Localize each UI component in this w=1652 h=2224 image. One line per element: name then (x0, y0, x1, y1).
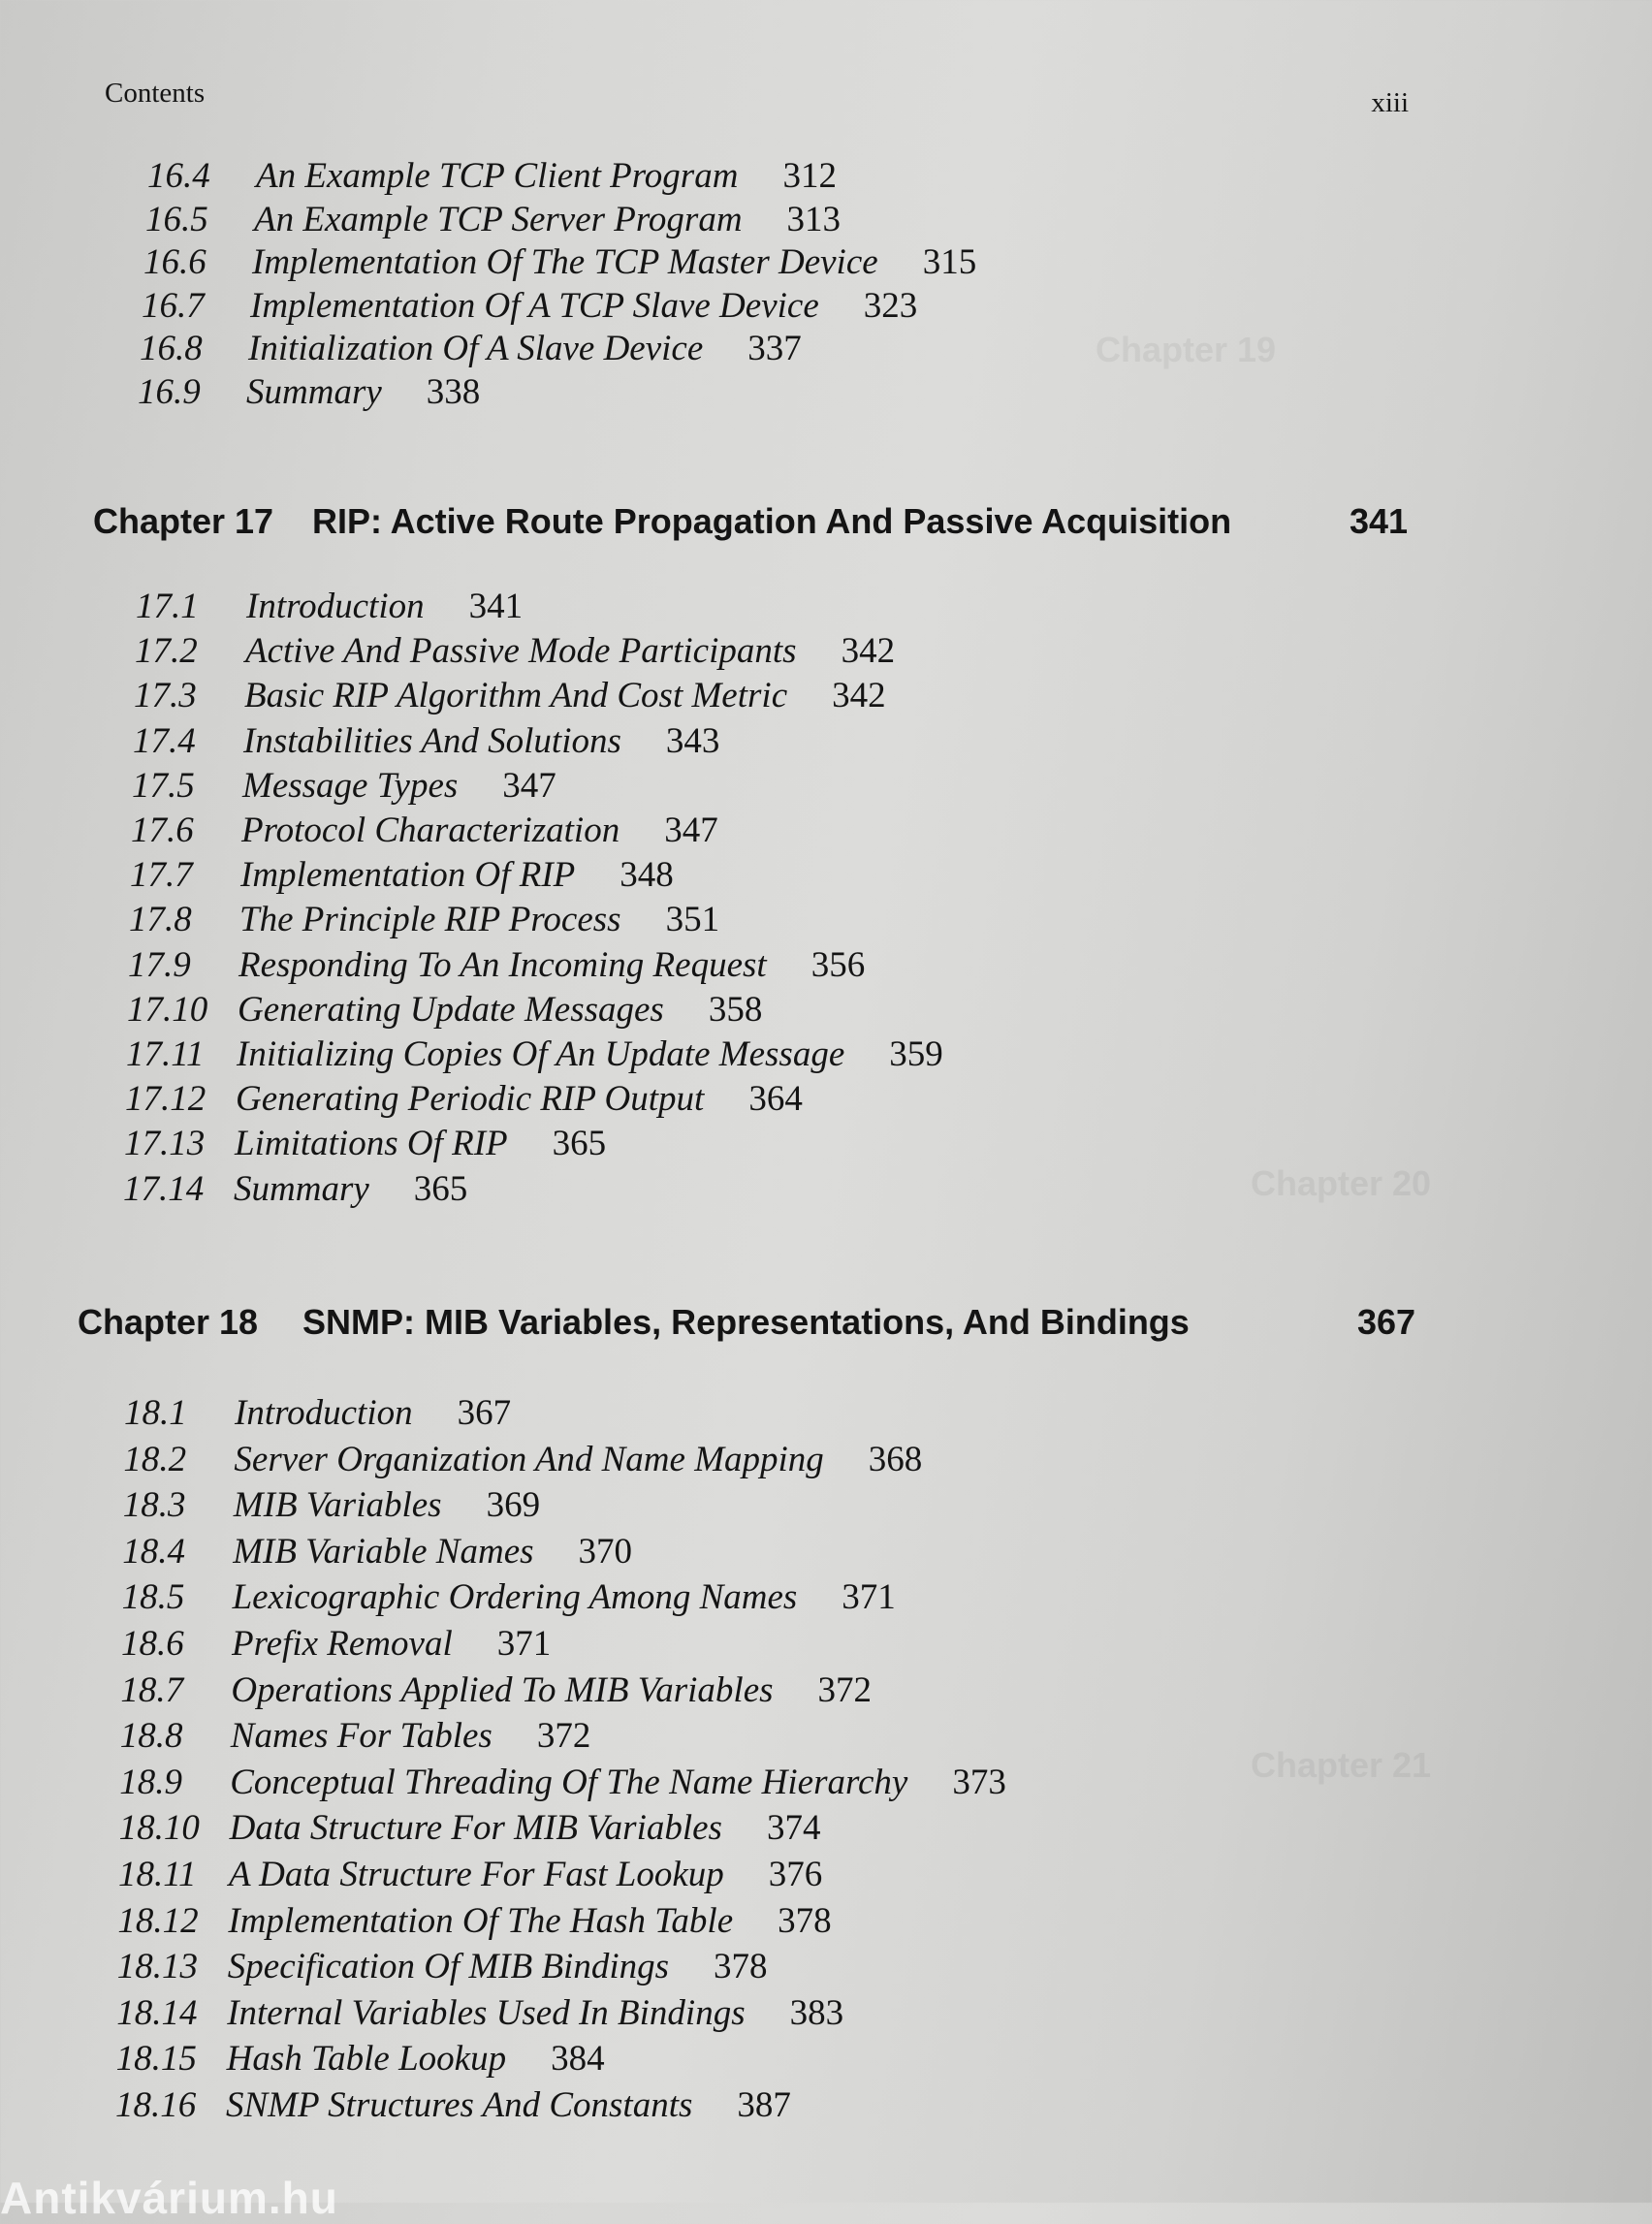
section-title-text: Data Structure For MIB Variables (229, 1808, 722, 1849)
section-number: 17.8 (129, 900, 192, 940)
toc-entry[interactable] (131, 810, 718, 852)
toc-entry[interactable] (119, 1715, 591, 1758)
section-page: 368 (868, 1439, 923, 1479)
toc-entry[interactable] (116, 1946, 768, 1988)
section-page: 315 (922, 242, 977, 282)
section-title (235, 1123, 606, 1165)
toc-entry[interactable] (122, 1484, 541, 1527)
section-number: 17.4 (133, 720, 196, 761)
section-page: 338 (426, 371, 481, 412)
toc-entry[interactable] (115, 2084, 791, 2127)
toc-entry[interactable] (126, 1033, 943, 1076)
section-title (234, 1168, 467, 1211)
section-title-text: Server Organization And Name Mapping (234, 1439, 824, 1479)
section-title-text: Operations Applied To MIB Variables (231, 1669, 774, 1710)
section-number: 17.14 (123, 1168, 205, 1209)
section-title-text: Prefix Removal (232, 1624, 453, 1664)
section-title (250, 285, 917, 328)
toc-entry[interactable] (130, 854, 674, 897)
section-page: 370 (578, 1531, 633, 1572)
watermark: Antikvárium.hu (0, 2173, 338, 2223)
section-number: 17.5 (132, 765, 195, 806)
chapter-page: 367 (1357, 1302, 1416, 1342)
section-page: 312 (782, 156, 837, 196)
chapter-title: RIP: Active Route Propagation And Passive Acquisition (312, 501, 1232, 541)
section-number: 18.2 (123, 1439, 187, 1479)
section-title-text: An Example TCP Server Program (254, 199, 743, 239)
section-number: 17.1 (136, 587, 199, 626)
section-number: 17.7 (130, 855, 193, 896)
section-page: 342 (832, 676, 886, 716)
toc-entry[interactable] (115, 2038, 605, 2081)
section-title (228, 1900, 831, 1943)
section-number: 17.9 (128, 944, 191, 985)
section-page: 384 (551, 2039, 605, 2080)
show-through-text: Chapter 21 (1251, 1745, 1432, 1785)
page-header (105, 78, 1409, 116)
section-title-text: Generating Periodic RIP Output (236, 1079, 705, 1120)
section-number: 16.9 (138, 371, 201, 412)
section-number: 17.6 (131, 810, 194, 850)
section-title (241, 810, 718, 852)
section-title-text: Implementation Of RIP (240, 855, 576, 896)
toc-entry[interactable] (134, 675, 886, 717)
section-title (240, 854, 674, 897)
section-page: 378 (778, 1900, 832, 1941)
section-number: 18.1 (124, 1393, 187, 1433)
section-title-text: Message Types (242, 765, 459, 806)
section-page: 383 (789, 1992, 844, 2033)
section-page: 323 (863, 285, 918, 326)
section-title-text: Active And Passive Mode Participants (245, 631, 797, 672)
section-title (227, 1992, 843, 2035)
section-title-text: Initializing Copies Of An Update Message (237, 1034, 845, 1074)
section-title (234, 1439, 922, 1481)
section-title-text: Introduction (246, 587, 425, 626)
section-title (234, 1484, 540, 1527)
section-title-text: Generating Update Messages (238, 989, 664, 1030)
section-title-text: MIB Variable Names (233, 1531, 534, 1572)
section-title-text: Implementation Of The Hash Table (228, 1900, 734, 1941)
section-number: 18.3 (122, 1485, 186, 1526)
toc-entry[interactable] (135, 630, 896, 673)
toc-entry[interactable] (125, 1078, 803, 1121)
section-page: 348 (620, 855, 674, 896)
toc-entry[interactable] (143, 241, 977, 284)
section-number: 18.8 (119, 1716, 183, 1757)
section-page: 358 (708, 989, 763, 1030)
section-title (233, 1576, 896, 1619)
section-title (246, 371, 480, 414)
section-title (229, 1854, 822, 1896)
toc-entry[interactable] (123, 1168, 468, 1211)
section-page: 373 (952, 1762, 1006, 1802)
section-page: 341 (468, 587, 524, 626)
toc-entry[interactable] (145, 199, 842, 241)
section-title-text: Instabilities And Solutions (243, 720, 621, 761)
section-title (252, 241, 976, 284)
section-title-text: The Principle RIP Process (239, 900, 621, 940)
section-title-text: Lexicographic Ordering Among Names (232, 1577, 798, 1618)
section-title-text: Internal Variables Used In Bindings (227, 1992, 746, 2033)
section-page: 371 (842, 1577, 896, 1618)
toc-entry[interactable] (122, 1531, 633, 1573)
toc-entry[interactable] (121, 1623, 552, 1666)
toc-entry[interactable] (116, 1992, 844, 2035)
section-title (231, 1669, 872, 1712)
section-page: 376 (768, 1855, 823, 1894)
section-title-text: MIB Variables (233, 1485, 442, 1526)
toc-entry[interactable] (140, 328, 802, 370)
section-title-text: Conceptual Threading Of The Name Hierarchy (230, 1762, 908, 1802)
toc-entry[interactable] (118, 1807, 821, 1850)
section-title-text: Protocol Characterization (241, 810, 620, 850)
toc-entry[interactable] (127, 989, 763, 1032)
section-number: 18.16 (115, 2085, 197, 2125)
chapter-page: 341 (1350, 501, 1409, 541)
section-page: 337 (747, 329, 802, 368)
section-title-text: Responding To An Incoming Request (238, 944, 767, 985)
section-number: 18.4 (122, 1531, 185, 1572)
section-title (239, 899, 719, 941)
section-title-text: Names For Tables (230, 1716, 492, 1757)
section-title (235, 1392, 511, 1435)
show-through-text: Chapter 19 (1096, 330, 1277, 369)
section-page: 359 (889, 1034, 943, 1074)
section-title (230, 1807, 821, 1850)
section-title (237, 1033, 943, 1076)
section-number: 18.14 (116, 1992, 198, 2033)
section-title-text: Limitations Of RIP (235, 1124, 508, 1164)
toc-entry[interactable] (118, 1854, 823, 1896)
toc-entry[interactable] (147, 155, 837, 198)
section-number: 18.7 (120, 1669, 184, 1710)
section-number: 17.13 (124, 1124, 206, 1164)
section-page: 356 (810, 944, 866, 985)
section-title-text: Hash Table Lookup (226, 2039, 507, 2080)
section-title (242, 765, 556, 808)
section-title (256, 155, 837, 198)
section-number: 16.5 (145, 199, 208, 239)
section-title (244, 675, 886, 717)
section-number: 18.11 (118, 1855, 197, 1894)
section-number: 16.6 (143, 242, 206, 282)
running-head: Contents (105, 78, 206, 109)
chapter-label: Chapter 18 (78, 1302, 259, 1342)
section-title-text: Initialization Of A Slave Device (248, 329, 704, 368)
section-number: 18.6 (121, 1624, 184, 1664)
toc-entry[interactable] (117, 1900, 832, 1943)
section-page: 372 (536, 1716, 591, 1757)
toc-entry[interactable] (138, 371, 481, 414)
section-page: 387 (737, 2085, 791, 2125)
section-number: 18.5 (121, 1577, 185, 1618)
section-page: 313 (786, 199, 842, 239)
chapter-label: Chapter 17 (93, 501, 274, 541)
toc-entry[interactable] (124, 1392, 512, 1435)
section-page: 342 (841, 631, 896, 672)
toc-entry[interactable] (136, 586, 524, 628)
chapter-17-heading (93, 500, 1412, 543)
section-number: 16.7 (142, 285, 205, 326)
section-number: 17.10 (127, 989, 208, 1030)
toc-entry[interactable] (120, 1669, 873, 1712)
section-page: 351 (665, 900, 720, 940)
section-title-text: Implementation Of A TCP Slave Device (250, 285, 819, 326)
section-title (245, 630, 895, 673)
section-number: 17.3 (134, 676, 197, 716)
section-title (236, 1078, 803, 1121)
section-title-text: SNMP Structures And Constants (226, 2085, 693, 2125)
section-page: 364 (748, 1079, 803, 1120)
section-title (238, 989, 762, 1032)
section-number: 18.9 (119, 1762, 182, 1802)
section-number: 16.8 (140, 329, 203, 368)
section-page: 365 (413, 1168, 468, 1209)
section-title-text: Introduction (235, 1393, 413, 1433)
section-title (228, 1946, 768, 1988)
section-number: 16.4 (147, 156, 210, 196)
toc-entry[interactable] (123, 1439, 923, 1481)
section-title (231, 1715, 591, 1758)
section-number: 18.15 (115, 2039, 197, 2080)
section-number: 18.10 (118, 1808, 200, 1849)
section-title (233, 1531, 632, 1573)
section-page: 378 (714, 1947, 768, 1987)
section-title (246, 586, 523, 628)
section-title-text: An Example TCP Client Program (256, 156, 739, 196)
section-title (238, 944, 865, 987)
section-title (254, 199, 841, 241)
section-title-text: Specification Of MIB Bindings (227, 1947, 670, 1987)
section-title-text: A Data Structure For Fast Lookup (229, 1855, 724, 1894)
section-title-text: Summary (234, 1168, 369, 1209)
toc-entry[interactable] (119, 1762, 1006, 1804)
section-page: 365 (552, 1124, 607, 1164)
section-title (230, 1762, 1006, 1804)
section-title (227, 2038, 605, 2081)
section-page: 369 (486, 1485, 541, 1526)
toc-entry[interactable] (133, 720, 720, 763)
page-number: xiii (1371, 87, 1409, 118)
section-number: 17.11 (126, 1034, 205, 1074)
section-number: 17.2 (135, 631, 198, 672)
section-page: 347 (502, 765, 556, 806)
section-page: 372 (817, 1669, 873, 1710)
section-number: 17.12 (125, 1079, 206, 1120)
section-title (232, 1623, 551, 1666)
section-page: 371 (496, 1624, 552, 1664)
section-title-text: Basic RIP Algorithm And Cost Metric (244, 676, 788, 716)
toc-entry[interactable] (128, 944, 866, 987)
toc-entry[interactable] (132, 765, 556, 808)
toc-entry[interactable] (129, 899, 720, 941)
section-number: 18.13 (116, 1947, 199, 1987)
chapter-title: SNMP: MIB Variables, Representations, And Bindings (302, 1302, 1190, 1342)
section-title (226, 2084, 791, 2127)
toc-entry[interactable] (124, 1123, 607, 1165)
chapter-18-heading (78, 1301, 1425, 1344)
section-number: 18.12 (117, 1900, 199, 1941)
toc-entry[interactable] (121, 1576, 896, 1619)
section-title-text: Implementation Of The TCP Master Device (252, 242, 878, 282)
section-page: 347 (664, 810, 718, 850)
toc-entry[interactable] (142, 285, 918, 328)
section-title (248, 328, 802, 370)
section-title (243, 720, 719, 763)
section-page: 343 (665, 720, 720, 761)
show-through-text: Chapter 20 (1251, 1163, 1432, 1203)
section-page: 367 (457, 1393, 512, 1433)
section-page: 374 (766, 1808, 821, 1849)
section-title-text: Summary (246, 371, 382, 412)
